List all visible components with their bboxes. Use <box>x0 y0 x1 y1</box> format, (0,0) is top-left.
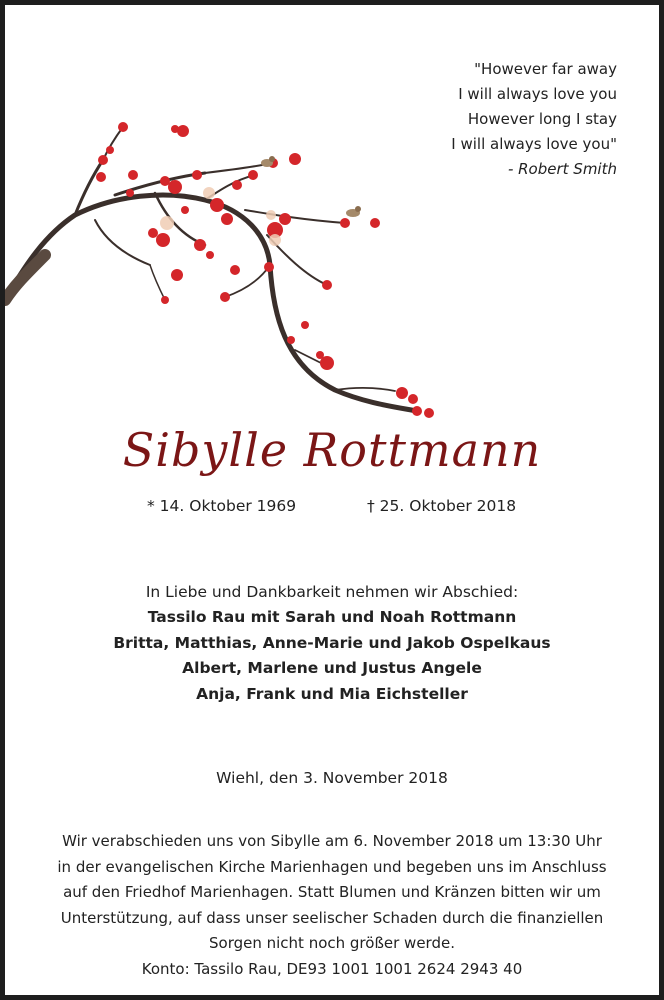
quote-line: "However far away <box>474 60 617 78</box>
death-date: † 25. Oktober 2018 <box>367 497 517 515</box>
mourners-block <box>5 579 659 707</box>
quote-line: I will always love you <box>458 85 617 103</box>
deceased-name: Sibylle Rottmann <box>122 423 542 477</box>
mourner-line: Britta, Matthias, Anne-Marie und Jakob Ospelkaus <box>113 633 551 652</box>
birth-date: * 14. Oktober 1969 <box>147 497 297 515</box>
funeral-notice <box>5 829 659 982</box>
notice-line: auf den Friedhof Marienhagen. Statt Blumen und Kränzen bitten wir um <box>63 883 601 901</box>
place-date: Wiehl, den 3. November 2018 <box>216 769 448 787</box>
quote-line: However long I stay <box>467 110 617 128</box>
quote-author: - Robert Smith <box>507 160 617 178</box>
mourner-line: Tassilo Rau mit Sarah und Noah Rottmann <box>147 608 517 626</box>
notice-line: Unterstützung, auf dass unser seelischer Schaden durch die finanziellen <box>60 908 604 927</box>
notice-line: Wir verabschieden uns von Sibylle am 6. November 2018 um 13:30 Uhr <box>62 832 602 850</box>
bank-account: Konto: Tassilo Rau, DE93 1001 1001 2624 2943 40 <box>141 959 523 978</box>
mourner-line: Albert, Marlene und Justus Angele <box>182 659 482 677</box>
notice-line: Sorgen nicht noch größer werde. <box>209 934 455 952</box>
mourners-intro: In Liebe und Dankbarkeit nehmen wir Abschied: <box>145 583 519 601</box>
notice-line: in der evangelischen Kirche Marienhagen und begeben uns im Anschluss <box>57 857 607 876</box>
mourner-line: Anja, Frank und Mia Eichsteller <box>196 684 468 703</box>
cherry-blossom-branch-icon <box>5 115 445 425</box>
quote-line: I will always love you" <box>451 135 617 153</box>
